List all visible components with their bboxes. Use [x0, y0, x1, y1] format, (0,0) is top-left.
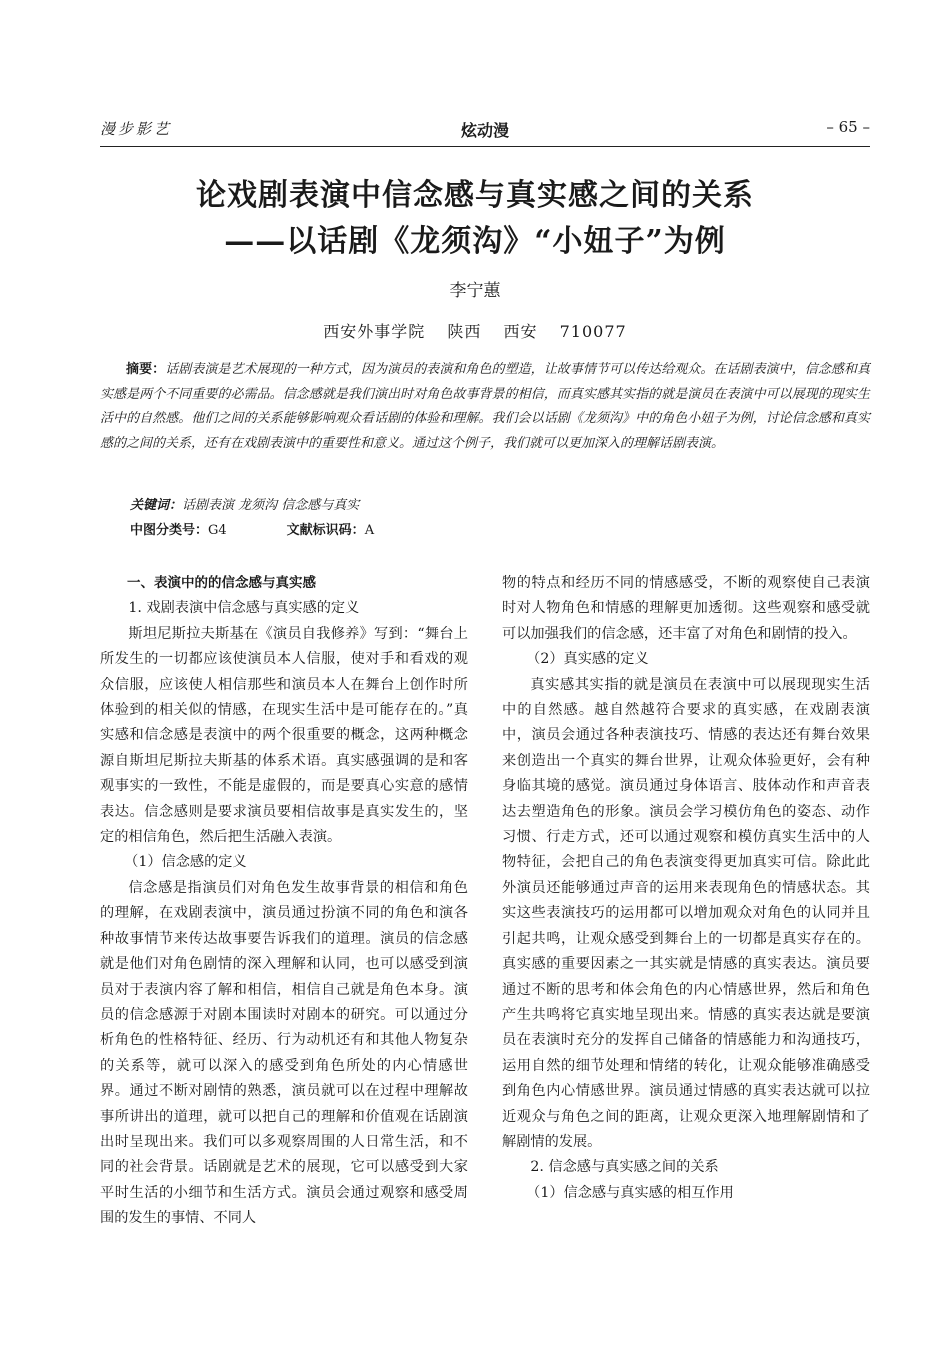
abstract	[100, 358, 870, 456]
author-name: 李宁蕙	[449, 281, 501, 301]
running-header	[100, 118, 870, 144]
body-paragraph-continued: 物的特点和经历不同的情感感受，不断的观察使自己表演时对人物角色和情感的理解更加透彻。这些观察和感受就可以加强我们的信念感，还丰富了对角色和剧情的投入。	[502, 575, 870, 642]
affiliation-institution: 西安外事学院	[323, 322, 426, 341]
keywords-label: 关键词：	[130, 498, 183, 513]
body-paragraph: 真实感其实指的就是演员在表演中可以展现现实生活中的自然感。越自然越符合要求的真实感，在戏剧表演中，演员会通过各种表演技巧、情感的表达还有舞台效果来创造出一个真实的舞台世界，让观众体验更好，会有种身临其境的感觉。演员通过身体语言、肢体动作和声音表达去塑造角色的形象。演员会学习模仿角色的姿态、动作习惯、行走方式，还可以通过观察和模仿真实生活中的人物特征，会把自己的角色表演变得更加真实可信。除此此外演员还能够通过声音的运用来表现角色的情感状态。其实这些表演技巧的运用都可以增加观众对角色的认同并且引起共鸣，让观众感受到舞台上的一切都是真实存在的。真实感的重要因素之一其实就是情感的真实表达。演员要通过不断的思考和体会角色的内心情感世界，然后和角色产生共鸣将它真实地呈现出来。情感的真实表达就是要演员在表演时充分的发挥自己储备的情感能力和沟通技巧，运用自然的细节处理和情绪的转化，让观众能够准确感受到角色内心情感世界。演员通过情感的真实表达就可以拉近观众与角色之间的距离，让观众更深入地理解剧情和了解剧情的发展。	[502, 676, 870, 1150]
affiliation-city: 西安	[503, 322, 538, 341]
keywords	[130, 494, 359, 513]
affiliation-postcode: 710077	[559, 322, 627, 341]
clc-label: 中图分类号：	[130, 523, 209, 538]
keywords-text: 话剧表演 龙须沟 信念感与真实	[182, 498, 360, 513]
section-heading: 一、表演中的的信念感与真实感	[127, 575, 316, 591]
subsubsection-heading: （1）信念感的定义	[124, 854, 247, 871]
affiliation-province: 陕西	[447, 322, 482, 341]
article-subtitle: ——以话剧《龙须沟》“小妞子”为例	[224, 224, 726, 259]
body-paragraph: 斯坦尼斯拉夫斯基在《演员自我修养》写到：“舞台上所发生的一切都应该使演员本人信服，使对手和看戏的观众信服，应该使人相信那些和演员本人在舞台上创作时所体验到的相关似的情感，在现实生活中是可能存在的。”真实感和信念感是表演中的两个很重要的概念，这两种概念源自斯坦尼斯拉夫斯基的体系术语。真实感强调的是和客观事实的一致性，不能是虚假的，而是要真心实意的感情表达。信念感则是要求演员要相信故事是真实发生的，坚定的相信角色，然后把生活融入表演。	[100, 625, 468, 846]
doc-code-value: A	[364, 523, 375, 538]
subsection-heading: 2. 信念感与真实感之间的关系	[530, 1159, 719, 1176]
affiliation	[0, 319, 950, 342]
right-column	[502, 571, 870, 1206]
header-column-name: 漫步影艺	[100, 120, 173, 138]
header-rule	[100, 146, 870, 147]
subsubsection-heading: （1）信念感与真实感的相互作用	[526, 1184, 734, 1201]
subsubsection-heading: （2）真实感的定义	[526, 651, 649, 668]
classification	[130, 519, 374, 538]
subsection-heading: 1. 戏剧表演中信念感与真实感的定义	[128, 600, 360, 617]
abstract-label: 摘要：	[126, 362, 166, 377]
left-column	[100, 571, 468, 1232]
doc-code-label: 文献标识码：	[286, 523, 365, 538]
article-title: 论戏剧表演中信念感与真实感之间的关系	[196, 178, 754, 213]
body-paragraph: 信念感是指演员们对角色发生故事背景的相信和角色的理解，在戏剧表演中，演员通过扮演不同的角色和演各种故事情节来传达故事要告诉我们的道理。演员的信念感就是他们对角色剧情的深入理解和认同，也可以感受到演员对于表演内容了解和相信，相信自己就是角色本身。演员的信念感源于对剧本围读时对剧本的研究。可以通过分析角色的性格特征、经历、行为动机还有和其他人物复杂的关系等，就可以深入的感受到角色所处的内心情感世界。通过不断对剧情的熟悉，演员就可以在过程中理解故事所讲出的道理，就可以把自己的理解和价值观在话剧演出时呈现出来。我们可以多观察周围的人日常生活，和不同的社会背景。话剧就是艺术的展现，它可以感受到大家平时生活的小细节和生活方式。演员会通过观察和感受周围的发生的事情、不同人	[100, 879, 468, 1227]
header-journal-name: 炫动漫	[460, 121, 509, 140]
page-number: – 65 –	[826, 118, 870, 136]
clc-value: G4	[208, 523, 227, 538]
abstract-text: 话剧表演是艺术展现的一种方式，因为演员的表演和角色的塑造，让故事情节可以传达给观众。在话剧表演中，信念感和真实感是两个不同重要的必需品。信念感就是我们演出时对角色故事背景的相信，而真实感其实指的就是演员在表演中可以展现的现实生活中的自然感。他们之间的关系能够影响观众看话剧的体验和理解。我们会以话剧《龙须沟》中的角色小妞子为例，讨论信念感和真实感的之间的关系，还有在戏剧表演中的重要性和意义。通过这个例子，我们就可以更加深入的理解话剧表演。	[100, 362, 870, 451]
